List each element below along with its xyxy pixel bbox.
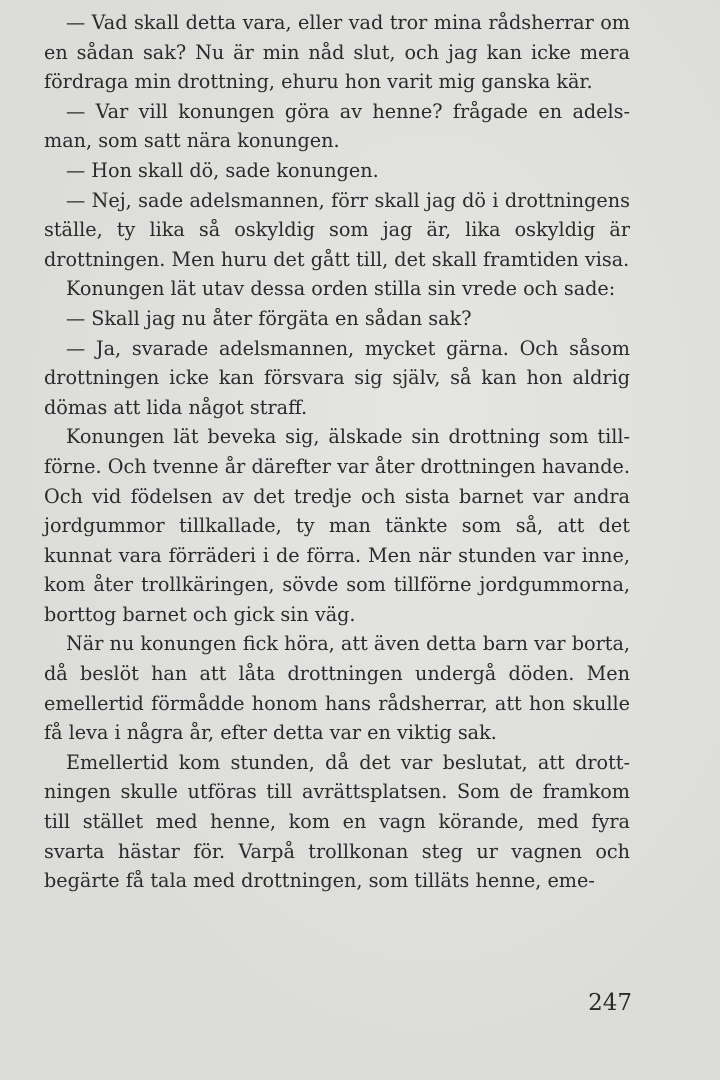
- paragraph-1: — Vad skall detta vara, eller vad tror mina rådsherrar om en sådan sak? Nu är min nåd slut, och jag kan icke mera fördraga min drottning, ehuru hon varit mig ganska kär.: [44, 11, 630, 94]
- paragraph-6: — Skall jag nu åter förgäta en sådan sak?: [66, 306, 472, 330]
- paragraph-9: När nu konungen fick höra, att även detta barn var borta, då beslöt han att låta drottningen undergå döden. Men emellertid förmådde honom hans rådsherrar, att hon skulle få leva i några år, efter detta var en viktig sak.: [44, 632, 630, 745]
- body-text: [44, 8, 630, 896]
- paragraph-10: Emellertid kom stunden, då det var beslutat, att drottningen skulle utföras till avrättsplatsen. Som de framkom till stället med henne, kom en vagn körande, med fyra svarta hästar för. Varpå trollkonan steg ur vagnen och begärte få tala med drottningen, som tilläts henne, eme-: [44, 750, 630, 893]
- paragraph-3: — Hon skall dö, sade konungen.: [66, 158, 379, 182]
- paragraph-7: — Ja, svarade adelsmannen, mycket gärna. Och såsom drottningen icke kan försvara sig själv, så kan hon aldrig dömas att lida något straff.: [44, 336, 630, 419]
- page-number: 247: [588, 990, 632, 1016]
- paragraph-2: — Var vill konungen göra av henne? frågade en adelsman, som satt nära konungen.: [44, 99, 630, 153]
- paragraph-4: — Nej, sade adelsmannen, förr skall jag dö i drottningens ställe, ty lika så oskyldig som jag är, lika oskyldig är drottningen. Men huru det gått till, det skall framtiden visa.: [44, 188, 630, 271]
- paragraph-5: Konungen lät utav dessa orden stilla sin vrede och sade:: [66, 277, 616, 301]
- paragraph-8: Konungen lät beveka sig, älskade sin drottning som tillförne. Och tvenne år därefter var åter drottningen havande. Och vid födelsen av det tredje och sista barnet var andra jordgummor tillkallade, ty man tänkte som så, att det kunnat vara förräderi i de förra. Men när stunden var inne, kom åter trollkäringen, sövde som tillförne jordgummorna, borttog barnet och gick sin väg.: [44, 425, 631, 626]
